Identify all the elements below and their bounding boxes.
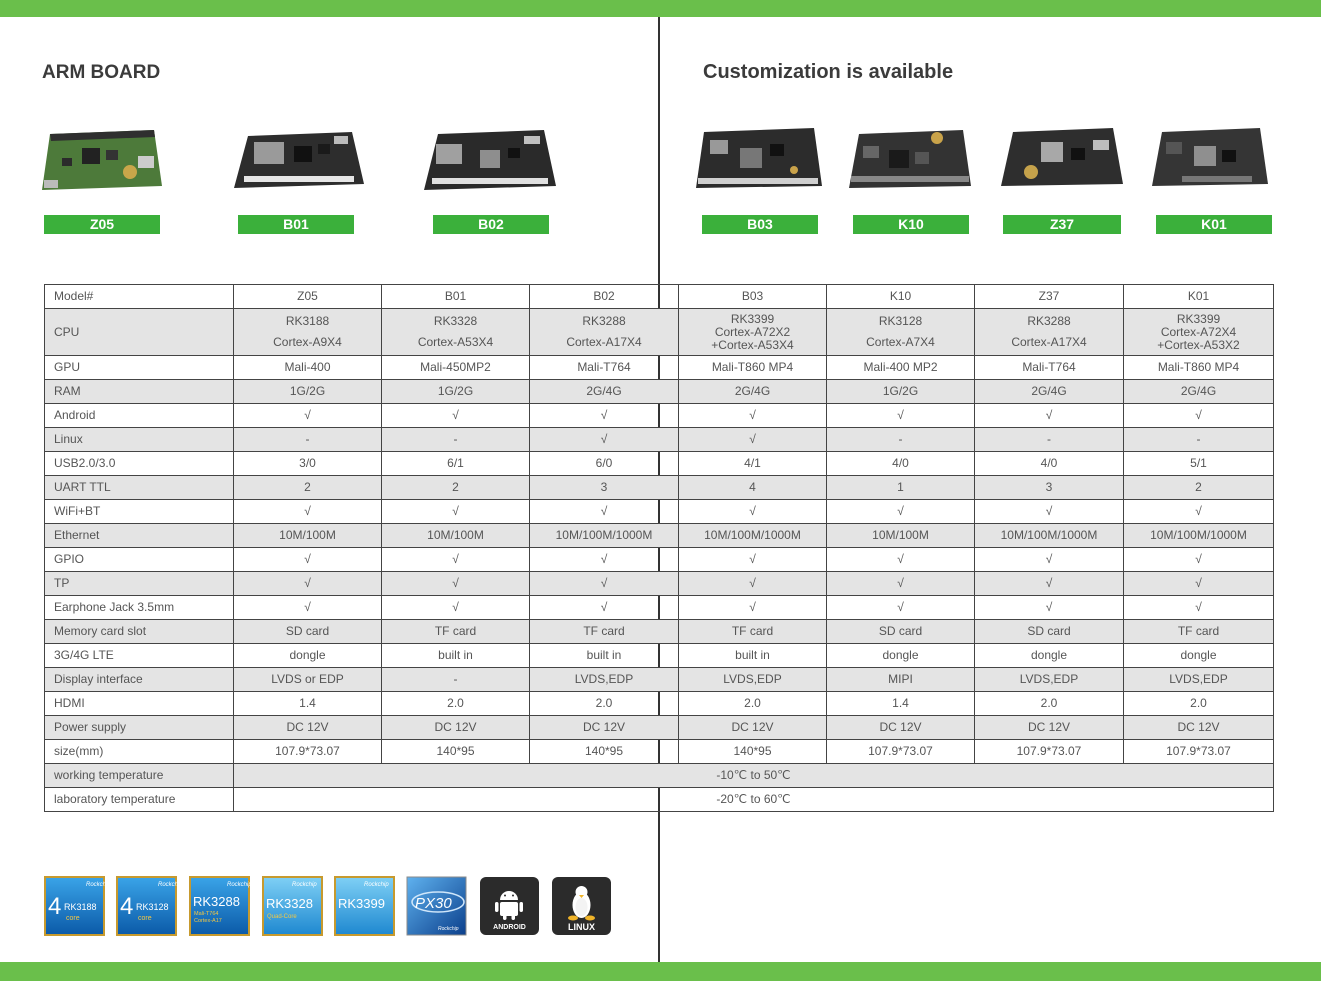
spec-cell: 2.0 (382, 692, 530, 716)
table-header-row (45, 285, 1274, 309)
row-label: Linux (45, 428, 234, 452)
cpu-line: Cortex-A17X4 (1011, 335, 1087, 349)
spec-cell: 1.4 (827, 692, 975, 716)
chip-brand: Rockchip (438, 926, 459, 932)
table-row (45, 524, 1274, 548)
spec-cell: TF card (1124, 620, 1274, 644)
spec-cell: built in (382, 644, 530, 668)
row-label: HDMI (45, 692, 234, 716)
heading-customization: Customization is available (703, 61, 954, 83)
table-row (45, 716, 1274, 740)
spec-cell: LVDS,EDP (1124, 668, 1274, 692)
rk3399-chip-icon (334, 876, 395, 936)
cpu-line: RK3288 (582, 314, 626, 328)
spec-cell: √ (975, 596, 1124, 620)
spec-cell: - (975, 428, 1124, 452)
spec-cell: TF card (679, 620, 827, 644)
cpu-line: Cortex-A53X4 (417, 335, 494, 349)
board-label-k10: K10 (853, 215, 969, 234)
model-cell: B01 (382, 285, 530, 309)
spec-cell: dongle (975, 644, 1124, 668)
spec-cell: - (382, 428, 530, 452)
spec-cell: √ (975, 572, 1124, 596)
spec-cell: √ (1124, 572, 1274, 596)
chip-num: 4 (120, 893, 134, 920)
table-row (45, 452, 1274, 476)
spec-cell: √ (1124, 404, 1274, 428)
spec-cell: 4/1 (679, 452, 827, 476)
model-cell: Z05 (234, 285, 382, 309)
spec-cell: √ (679, 500, 827, 524)
table-row (45, 356, 1274, 380)
spec-cell: 1G/2G (234, 380, 382, 404)
spec-cell: √ (530, 572, 679, 596)
spec-cell: √ (679, 596, 827, 620)
cpu-line: Cortex-A72X4 (1160, 324, 1237, 339)
spec-cell: SD card (975, 620, 1124, 644)
cpu-line: +Cortex-A53X2 (1157, 337, 1240, 352)
spec-cell: TF card (530, 620, 679, 644)
spec-cell: √ (679, 404, 827, 428)
table-row (45, 548, 1274, 572)
spec-cell: 140*95 (382, 740, 530, 764)
spec-cell: 2G/4G (975, 380, 1124, 404)
chip-num: 4 (48, 893, 62, 920)
spec-cell: 107.9*73.07 (827, 740, 975, 764)
row-label: laboratory temperature (45, 788, 234, 812)
spec-cell: 3 (530, 476, 679, 500)
board-k01-image (1152, 126, 1270, 188)
spec-cell: √ (975, 548, 1124, 572)
spec-cell: √ (234, 500, 382, 524)
spec-cell: 3/0 (234, 452, 382, 476)
spec-cell: √ (234, 596, 382, 620)
table-row (45, 380, 1274, 404)
row-label: RAM (45, 380, 234, 404)
board-z05-image (42, 128, 162, 192)
spec-cell: √ (382, 572, 530, 596)
spec-cell: SD card (234, 620, 382, 644)
chip-sub: Mali-T764 (194, 911, 219, 917)
spec-cell: LVDS,EDP (975, 668, 1124, 692)
spec-cell: built in (679, 644, 827, 668)
cpu-line: RK3288 (1027, 314, 1071, 328)
row-label: Power supply (45, 716, 234, 740)
model-cell: B03 (679, 285, 827, 309)
board-label-b03: B03 (702, 215, 818, 234)
chip-brand: Rockchip (292, 882, 317, 888)
row-label: Android (45, 404, 234, 428)
chip-model: RK3328 (266, 896, 313, 911)
board-b02-image (424, 128, 556, 192)
spec-cell: dongle (1124, 644, 1274, 668)
spec-cell: Mali-450MP2 (382, 356, 530, 380)
cpu-line: Cortex-A7X4 (866, 335, 935, 349)
spec-cell: √ (827, 404, 975, 428)
spec-cell: LVDS or EDP (234, 668, 382, 692)
row-label: 3G/4G LTE (45, 644, 234, 668)
spec-cell: Mali-T860 MP4 (679, 356, 827, 380)
cpu-line: RK3399 (1176, 311, 1221, 326)
temperature-value: -10℃ to 50℃ (234, 764, 1274, 788)
model-cell: Z37 (975, 285, 1124, 309)
cpu-line: Cortex-A9X4 (273, 335, 342, 349)
spec-cell: √ (827, 572, 975, 596)
spec-cell: √ (530, 596, 679, 620)
spec-cell: built in (530, 644, 679, 668)
spec-cell: 140*95 (679, 740, 827, 764)
spec-cell: √ (382, 548, 530, 572)
row-label: Display interface (45, 668, 234, 692)
spec-cell: Mali-T860 MP4 (1124, 356, 1274, 380)
spec-cell: - (827, 428, 975, 452)
linux-icon (551, 876, 612, 936)
spec-cell: √ (382, 500, 530, 524)
table-row (45, 644, 1274, 668)
spec-cell: 2.0 (1124, 692, 1274, 716)
chip-brand: Rockchip (364, 882, 389, 888)
table-row (45, 668, 1274, 692)
spec-cell: 2 (1124, 476, 1274, 500)
spec-cell: 4 (679, 476, 827, 500)
chip-model: RK3399 (338, 896, 385, 911)
spec-cell: DC 12V (234, 716, 382, 740)
row-label: working temperature (45, 764, 234, 788)
chip-brand: Rockchip (86, 882, 111, 888)
spec-cell: 140*95 (530, 740, 679, 764)
board-label-z05: Z05 (44, 215, 160, 234)
spec-cell: Mali-400 MP2 (827, 356, 975, 380)
table-row (45, 572, 1274, 596)
spec-cell: √ (827, 596, 975, 620)
cpu-line: RK3128 (878, 314, 923, 328)
cpu-line: RK3328 (433, 314, 478, 328)
spec-cell: DC 12V (1124, 716, 1274, 740)
spec-cell: Mali-400 (234, 356, 382, 380)
spec-cell: DC 12V (827, 716, 975, 740)
spec-cell: 6/0 (530, 452, 679, 476)
cpu-cell (1124, 309, 1274, 356)
board-b03-image (694, 126, 824, 190)
table-row-cpu (45, 309, 1274, 356)
spec-cell: 4/0 (827, 452, 975, 476)
px30-chip-icon (406, 876, 467, 936)
spec-cell: 2G/4G (1124, 380, 1274, 404)
spec-cell: DC 12V (382, 716, 530, 740)
rk3328-chip-icon (262, 876, 323, 936)
cpu-line: +Cortex-A53X4 (711, 337, 794, 352)
table-row (45, 596, 1274, 620)
cpu-cell (530, 309, 679, 356)
spec-cell: √ (530, 548, 679, 572)
spec-cell: 5/1 (1124, 452, 1274, 476)
cpu-cell (234, 309, 382, 356)
table-row (45, 740, 1274, 764)
cpu-line: Cortex-A72X2 (714, 324, 791, 339)
spec-cell: 10M/100M/1000M (1124, 524, 1274, 548)
spec-cell: LVDS,EDP (679, 668, 827, 692)
chip-brand: Rockchip (158, 882, 183, 888)
spec-cell: 2G/4G (679, 380, 827, 404)
spec-cell: √ (679, 428, 827, 452)
chip-sub2: Cortex-A17 (194, 918, 222, 924)
spec-cell: √ (530, 404, 679, 428)
spec-cell: √ (1124, 548, 1274, 572)
cpu-cell (975, 309, 1124, 356)
cpu-line: RK3399 (730, 311, 775, 326)
spec-cell: 4/0 (975, 452, 1124, 476)
spec-cell: 3 (975, 476, 1124, 500)
row-label: Model# (45, 285, 234, 309)
spec-cell: √ (382, 596, 530, 620)
spec-cell: DC 12V (679, 716, 827, 740)
chip-model: ANDROID (493, 924, 526, 931)
cpu-line: Cortex-A17X4 (566, 335, 642, 349)
spec-cell: 10M/100M (382, 524, 530, 548)
spec-cell: 2.0 (975, 692, 1124, 716)
table-row (45, 620, 1274, 644)
chip-sub: Quad-Core (267, 914, 297, 920)
table-row-laboratory-temperature (45, 788, 1274, 812)
spec-cell: TF card (382, 620, 530, 644)
model-cell: K10 (827, 285, 975, 309)
table-row (45, 692, 1274, 716)
table-row (45, 404, 1274, 428)
table-row (45, 476, 1274, 500)
row-label: size(mm) (45, 740, 234, 764)
spec-cell: 10M/100M/1000M (679, 524, 827, 548)
spec-cell: 10M/100M/1000M (530, 524, 679, 548)
row-label: UART TTL (45, 476, 234, 500)
chip-model: LINUX (568, 922, 595, 932)
spec-cell: √ (382, 404, 530, 428)
spec-cell: √ (975, 500, 1124, 524)
spec-cell: DC 12V (975, 716, 1124, 740)
row-label: CPU (45, 309, 234, 356)
spec-cell: 6/1 (382, 452, 530, 476)
row-label: GPU (45, 356, 234, 380)
spec-cell: √ (530, 428, 679, 452)
board-label-b01: B01 (238, 215, 354, 234)
cpu-cell (827, 309, 975, 356)
spec-cell: √ (827, 500, 975, 524)
spec-cell: 2.0 (530, 692, 679, 716)
spec-cell: 1G/2G (382, 380, 530, 404)
spec-cell: dongle (234, 644, 382, 668)
table-row (45, 500, 1274, 524)
chip-model: PX30 (415, 895, 452, 912)
android-icon (479, 876, 540, 936)
chip-model: RK3128 (136, 902, 169, 912)
board-label-b02: B02 (433, 215, 549, 234)
row-label: Earphone Jack 3.5mm (45, 596, 234, 620)
chip-sub: core (138, 915, 152, 922)
spec-cell: 10M/100M/1000M (975, 524, 1124, 548)
row-label: GPIO (45, 548, 234, 572)
chip-model: RK3188 (64, 902, 97, 912)
board-z37-image (1001, 126, 1123, 188)
spec-cell: √ (530, 500, 679, 524)
spec-cell: Mali-T764 (975, 356, 1124, 380)
spec-cell: 10M/100M (234, 524, 382, 548)
chip-sub: core (66, 915, 80, 922)
bottom-green-bar (0, 962, 1321, 981)
row-label: WiFi+BT (45, 500, 234, 524)
spec-cell: √ (1124, 500, 1274, 524)
spec-cell: dongle (827, 644, 975, 668)
row-label: USB2.0/3.0 (45, 452, 234, 476)
spec-cell: √ (234, 572, 382, 596)
chip-model: RK3288 (193, 894, 240, 909)
spec-cell: √ (679, 572, 827, 596)
model-cell: K01 (1124, 285, 1274, 309)
row-label: TP (45, 572, 234, 596)
spec-cell: √ (827, 548, 975, 572)
spec-cell: MIPI (827, 668, 975, 692)
spec-cell: - (234, 428, 382, 452)
spec-cell: Mali-T764 (530, 356, 679, 380)
spec-cell: SD card (827, 620, 975, 644)
board-label-z37: Z37 (1003, 215, 1121, 234)
spec-cell: 1.4 (234, 692, 382, 716)
temperature-value: -20℃ to 60℃ (234, 788, 1274, 812)
chip-brand: Rockchip (227, 882, 252, 888)
board-k10-image (849, 128, 973, 190)
spec-cell: 2 (234, 476, 382, 500)
rk3288-chip-icon (189, 876, 250, 936)
spec-cell: √ (234, 404, 382, 428)
rk3128-chip-icon (116, 876, 183, 936)
spec-cell: - (1124, 428, 1274, 452)
spec-cell: 1 (827, 476, 975, 500)
spec-cell: 2G/4G (530, 380, 679, 404)
board-label-k01: K01 (1156, 215, 1272, 234)
board-b01-image (234, 128, 364, 190)
cpu-cell (382, 309, 530, 356)
rk3188-chip-icon (44, 876, 111, 936)
spec-cell: √ (1124, 596, 1274, 620)
spec-cell: 2 (382, 476, 530, 500)
spec-cell: - (382, 668, 530, 692)
row-label: Ethernet (45, 524, 234, 548)
table-row (45, 428, 1274, 452)
cpu-line: RK3188 (285, 314, 330, 328)
spec-cell: 107.9*73.07 (975, 740, 1124, 764)
spec-cell: 107.9*73.07 (1124, 740, 1274, 764)
spec-cell: 107.9*73.07 (234, 740, 382, 764)
spec-cell: 10M/100M (827, 524, 975, 548)
model-cell: B02 (530, 285, 679, 309)
spec-cell: √ (234, 548, 382, 572)
spec-cell: √ (679, 548, 827, 572)
cpu-cell (679, 309, 827, 356)
top-green-bar (0, 0, 1321, 17)
spec-cell: √ (975, 404, 1124, 428)
spec-table (44, 284, 1274, 812)
spec-cell: DC 12V (530, 716, 679, 740)
spec-cell: LVDS,EDP (530, 668, 679, 692)
table-row-working-temperature (45, 764, 1274, 788)
heading-arm-board: ARM BOARD (42, 62, 161, 83)
spec-cell: 2.0 (679, 692, 827, 716)
row-label: Memory card slot (45, 620, 234, 644)
spec-cell: 1G/2G (827, 380, 975, 404)
